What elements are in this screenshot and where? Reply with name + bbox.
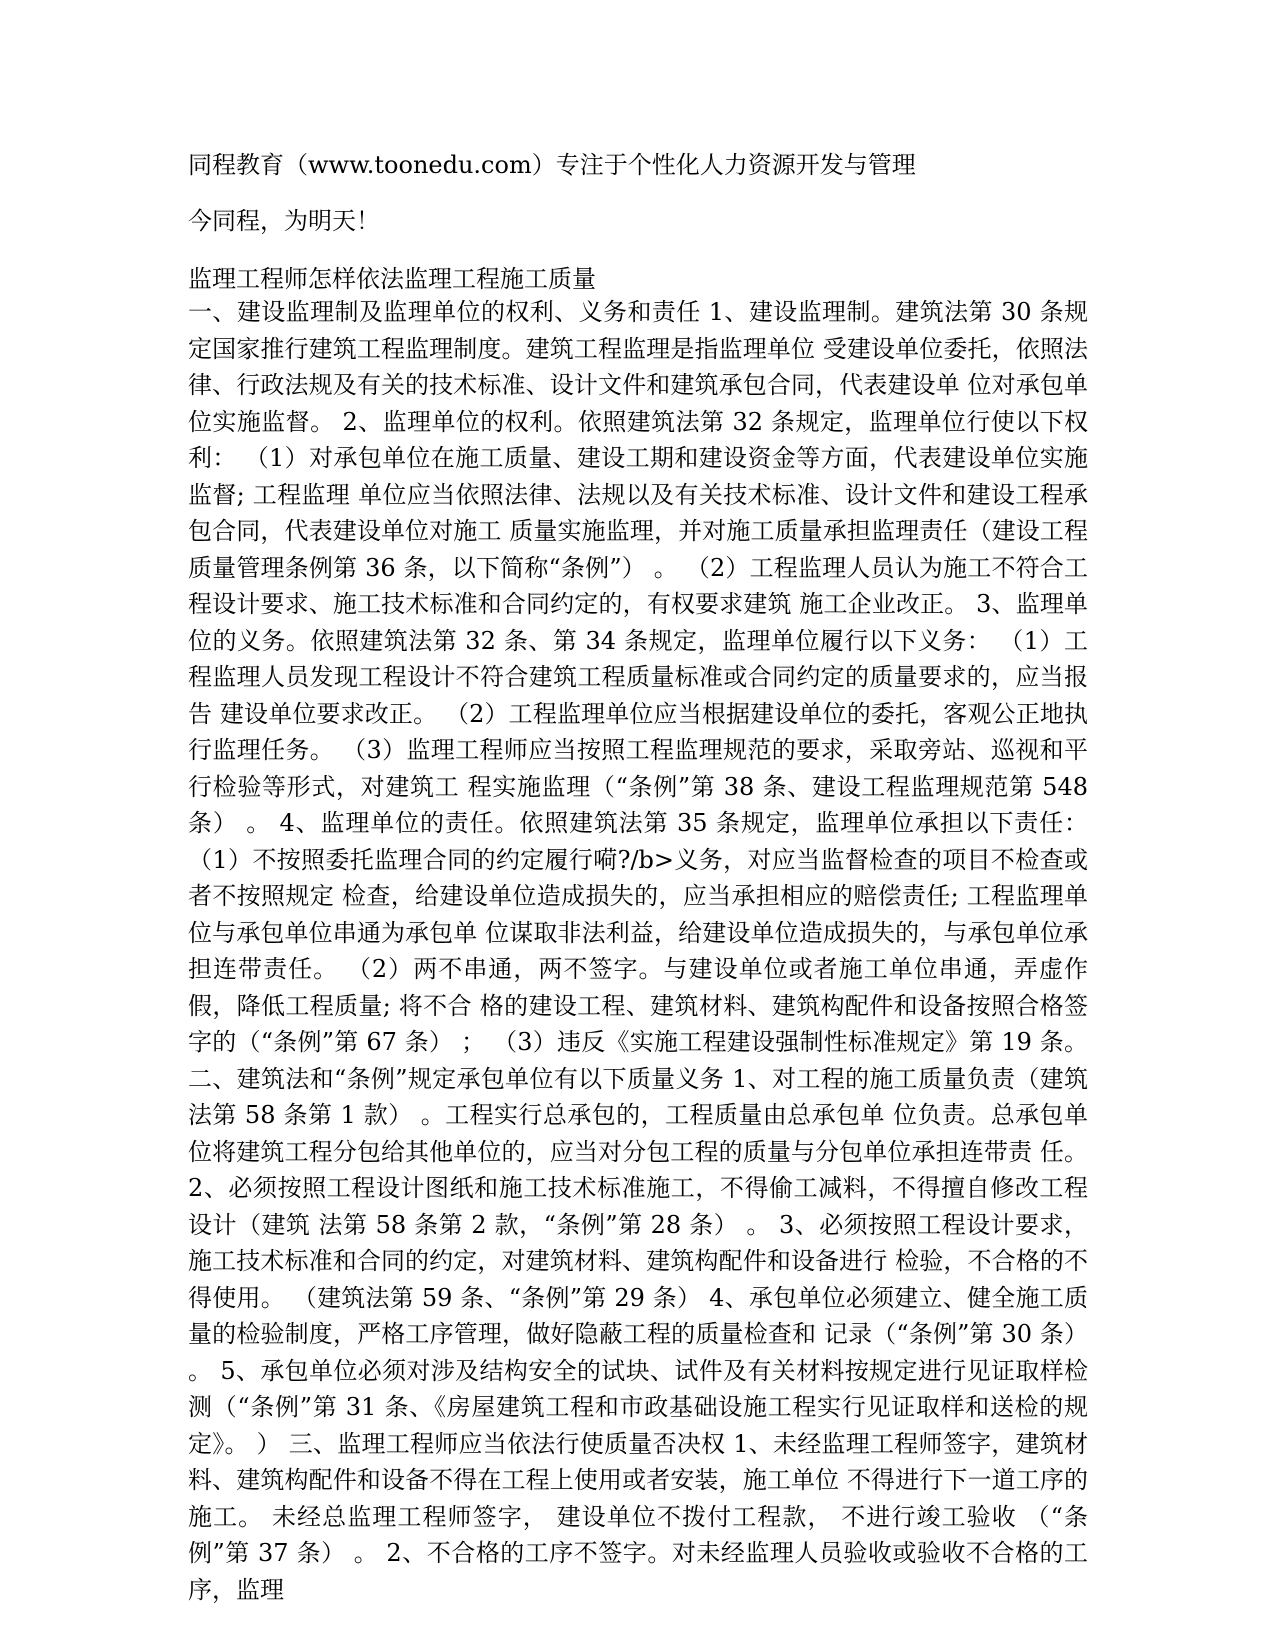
document-title: 监理工程师怎样依法监理工程施工质量 <box>188 265 596 293</box>
document-slogan: 今同程，为明天！ <box>188 207 380 235</box>
document-body-text: 一、建设监理制及监理单位的权利、义务和责任 1、建设监理制。建筑法第 30 条规定国家推行建筑工程监理制度。建筑工程监理是指监理单位 受建设单位委托，依照法律、行政法规及有关的技术标准、设计文件和建筑承包合同，代表建设单 位对承包单位实施监督。 2、监理单位的权利。依照建筑法第 32 条规定，监理单位行使以下权利： （1）对承包单位在施工质量、建设工期和建设资金等方面，代表建设单位实施监督; 工程监理 单位应当依照法律、法规以及有关技术标准、设计文件和建设工程承包合同，代表建设单位对施工 质量实施监理，并对施工质量承担监理责任（建设工程质量管理条例第 36 条，以下简称“条例”） 。 （2）工程监理人员认为施工不符合工程设计要求、施工技术标准和合同约定的，有权要求建筑 施工企业改正。 3、监理单位的义务。依照建筑法第 32 条、第 34 条规定，监理单位履行以下义务： （1）工程监理人员发现工程设计不符合建筑工程质量标准或合同约定的质量要求的，应当报告 建设单位要求改正。 （2）工程监理单位应当根据建设单位的委托，客观公正地执行监理任务。 （3）监理工程师应当按照工程监理规范的要求，采取旁站、巡视和平行检验等形式，对建筑工 程实施监理（“条例”第 38 条、建设工程监理规范第 548 条） 。 4、监理单位的责任。依照建筑法第 35 条规定，监理单位承担以下责任： （1）不按照委托监理合同的约定履行嗬?/b>义务，对应当监督检查的项目不检查或者不按照规定 检查，给建设单位造成损失的，应当承担相应的赔偿责任; 工程监理单位与承包单位串通为承包单 位谋取非法利益，给建设单位造成损失的，与承包单位承担连带责任。 （2）两不串通，两不签字。与建设单位或者施工单位串通，弄虚作假，降低工程质量; 将不合 格的建设工程、建筑材料、建筑构配件和设备按照合格签字的（“条例”第 67 条） ； （3）违反《实施工程建设强制性标准规定》第 19 条。 二、建筑法和“条例”规定承包单位有以下质量义务 1、对工程的施工质量负责（建筑法第 58 条第 1 款） 。工程实行总承包的，工程质量由总承包单 位负责。总承包单位将建筑工程分包给其他单位的，应当对分包工程的质量与分包单位承担连带责 任。 2、必须按照工程设计图纸和施工技术标准施工，不得偷工减料，不得擅自修改工程设计（建筑 法第 58 条第 2 款，“条例”第 28 条） 。 3、必须按照工程设计要求，施工技术标准和合同的约定，对建筑材料、建筑构配件和设备进行 检验，不合格的不得使用。 （建筑法第 59 条、“条例”第 29 条） 4、承包单位必须建立、健全施工质量的检验制度，严格工序管理，做好隐蔽工程的质量检查和 记录（“条例”第 30 条） 。 5、承包单位必须对涉及结构安全的试块、试件及有关材料按规定进行见证取样检测（“条例”第 31 条、《房屋建筑工程和市政基础设施工程实行见证取样和送检的规定》。 ） 三、监理工程师应当依法行使质量否决权 1、未经监理工程师签字，建筑材料、建筑构配件和设备不得在工程上使用或者安装，施工单位 不得进行下一道工序的施工。 未经总监理工程师签字， 建设单位不拨付工程款， 不进行竣工验收 （“条 例”第 37 条） 。 2、不合格的工序不签字。对未经监理人员验收或验收不合格的工序，监理 <box>188 298 1088 1604</box>
document-header: 同程教育（www.toonedu.com）专注于个性化人力资源开发与管理 <box>188 151 916 179</box>
